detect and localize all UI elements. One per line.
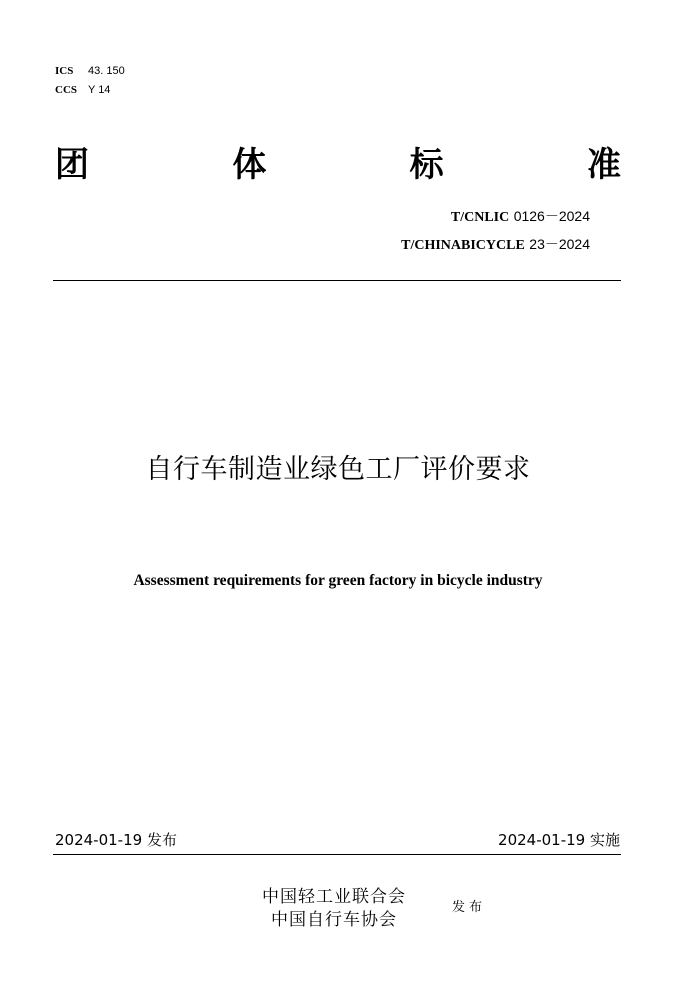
standard-code-number: 23－2024 <box>529 236 590 252</box>
publisher-org: 中国轻工业联合会 <box>262 887 406 907</box>
standard-type-char: 准 <box>586 145 621 185</box>
publish-label: 发布 <box>452 900 487 915</box>
bottom-divider <box>53 854 621 855</box>
standard-code-prefix: T/CNLIC <box>450 210 510 225</box>
ccs-label: CCS <box>55 84 78 96</box>
standard-type-heading <box>55 140 621 190</box>
ccs-line <box>55 83 110 97</box>
standard-code-2 <box>401 234 590 254</box>
standard-type-char: 体 <box>232 145 267 185</box>
standard-code-prefix: T/CHINABICYCLE <box>401 238 525 253</box>
ics-value: 43. 150 <box>88 65 125 77</box>
ics-label: ICS <box>55 65 74 77</box>
standard-code-number: 0126－2024 <box>513 208 590 224</box>
ccs-value: Y 14 <box>88 84 111 96</box>
document-title-en: Assessment requirements for green factory in bicycle industry <box>133 572 543 589</box>
implement-date: 2024-01-19 实施 <box>498 831 620 849</box>
standard-code-1 <box>451 206 590 226</box>
standard-type-char: 团 <box>55 145 89 185</box>
ics-line <box>55 64 125 78</box>
release-date: 2024-01-19 发布 <box>55 831 177 849</box>
standard-type-char: 标 <box>409 145 444 185</box>
document-title-cn: 自行车制造业绿色工厂评价要求 <box>145 454 531 485</box>
top-divider <box>53 280 621 281</box>
publisher-org: 中国自行车协会 <box>271 910 397 930</box>
